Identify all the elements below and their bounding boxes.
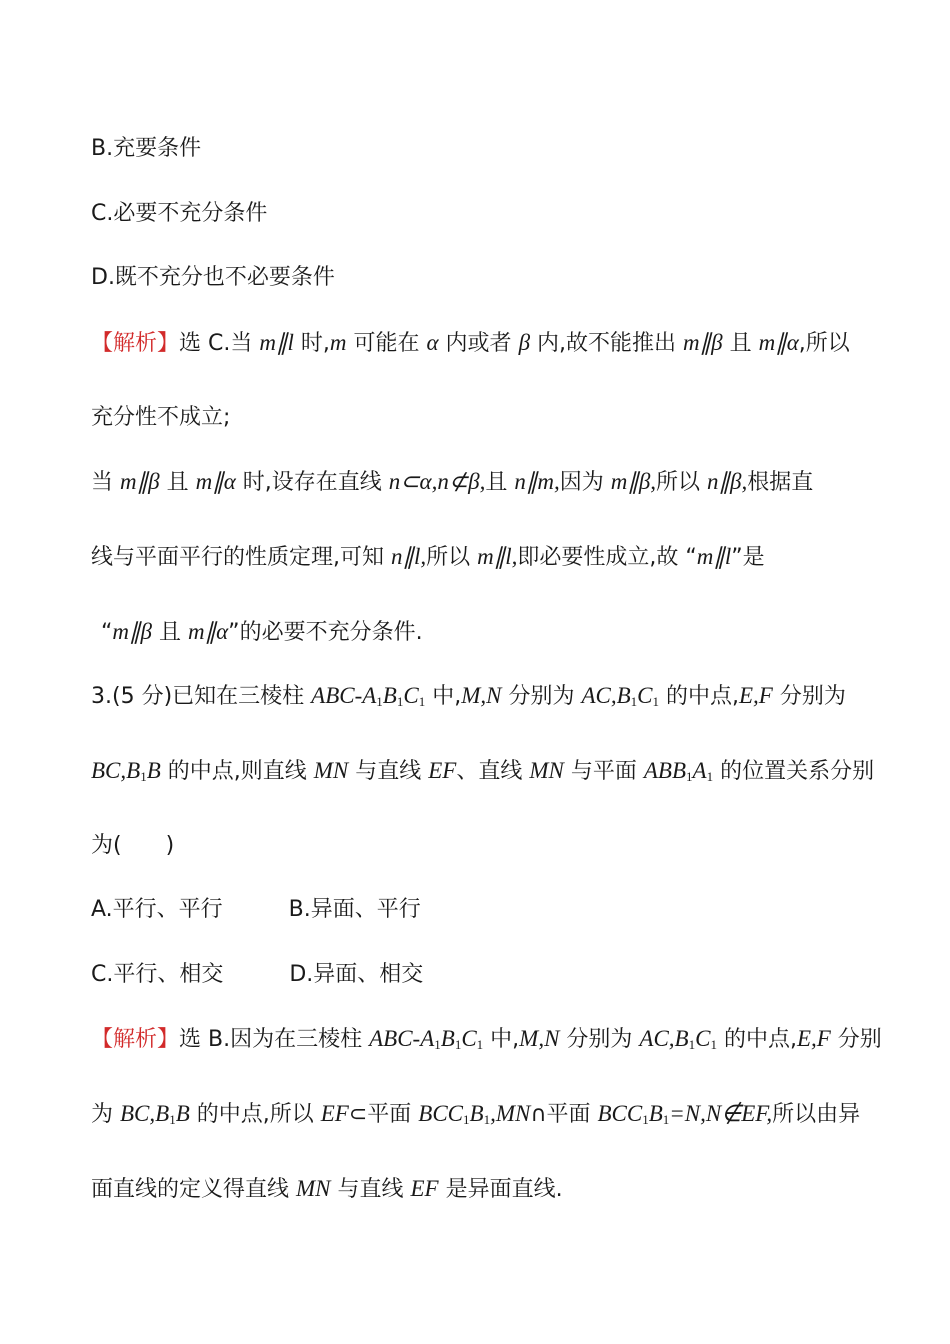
subscript: 1 (169, 1112, 176, 1127)
text: 的中点,则直线 (160, 759, 314, 784)
math: M,N (461, 683, 502, 708)
text: 为 (91, 1102, 120, 1127)
math: ABC-A (369, 1026, 435, 1051)
option-a: A.平行、平行 (91, 897, 223, 922)
q2-analysis-line-3 (91, 467, 890, 498)
math: B (648, 1101, 663, 1126)
math: E,F (796, 1026, 831, 1051)
math: n⊂α,n⊄β, (388, 469, 486, 494)
text: 分别 (830, 1027, 882, 1052)
text: 与平面 (563, 759, 644, 784)
math: m∥α (758, 330, 799, 355)
option-d: D.既不充分也不必要条件 (91, 265, 335, 290)
math: M,N (519, 1026, 560, 1051)
math: MN (313, 758, 349, 783)
text: ”的必要不充分条件. (228, 620, 423, 645)
option-b: B.充要条件 (91, 136, 202, 161)
subscript: 1 (434, 1037, 441, 1052)
math: m∥l (696, 544, 732, 569)
text: 即必要性成立,故 “ (517, 545, 697, 570)
text: 中, (483, 1027, 520, 1052)
math: C (461, 1026, 477, 1051)
text: 的中点, (659, 684, 739, 709)
q3-options-row-1 (91, 895, 890, 925)
option-b: B.异面、平行 (288, 897, 421, 922)
analysis-tag: 【解析】 (91, 331, 180, 356)
math: MN (529, 758, 564, 783)
text: 与直线 (348, 759, 429, 784)
text: 分别为 (559, 1027, 640, 1052)
text: 选 C.当 (179, 331, 260, 356)
subscript: 1 (652, 694, 659, 709)
text: 所以由异 (772, 1102, 861, 1127)
text: 中, (425, 684, 462, 709)
subscript: 1 (140, 769, 147, 784)
math: MN (296, 1176, 331, 1201)
math: m∥α (195, 469, 236, 494)
math: m∥β, (610, 469, 657, 494)
math: α (426, 330, 439, 355)
math: BCC (597, 1101, 643, 1126)
text: 与直线 (330, 1177, 411, 1202)
text: 且 (151, 620, 188, 645)
q2-analysis-line-1 (91, 328, 890, 359)
math: AC,B (639, 1026, 689, 1051)
text: ”是 (731, 545, 765, 570)
text: 的中点, (716, 1027, 797, 1052)
text: 分别为 (501, 684, 582, 709)
math: m∥α (187, 619, 229, 644)
text: 内或者 (438, 331, 519, 356)
math: m∥β (112, 619, 152, 644)
math: BC,B (120, 1101, 170, 1126)
text: 所以 (426, 545, 478, 570)
math: BCC (418, 1101, 464, 1126)
analysis-tag: 【解析】 (91, 1027, 180, 1052)
text: 时, (293, 331, 330, 356)
math: B (382, 683, 397, 708)
text: 且 (159, 470, 196, 495)
text: 且 (485, 470, 515, 495)
text: 选 B.因为在三棱柱 (179, 1027, 370, 1052)
math: B (440, 1026, 455, 1051)
math: B (146, 758, 161, 783)
text: 线与平面平行的性质定理,可知 (91, 545, 391, 570)
text: 且 (722, 331, 759, 356)
option-c: C.必要不充分条件 (91, 201, 268, 226)
math: B (175, 1101, 190, 1126)
math: EF (428, 758, 457, 783)
text: 、直线 (456, 759, 530, 784)
q3-analysis-line-2 (91, 1099, 890, 1130)
option-d: D.异面、相交 (289, 962, 424, 987)
subscript: 1 (418, 694, 426, 709)
text: 时,设存在直线 (235, 470, 389, 495)
subscript: 1 (483, 1112, 491, 1127)
math: ABC-A (311, 683, 377, 708)
math: E,F (739, 683, 773, 708)
text: “ (101, 620, 113, 645)
subscript: 1 (688, 1037, 696, 1052)
math: n∥β, (707, 469, 748, 494)
q3-stem-line-1 (91, 681, 890, 712)
q3-stem-line-2 (91, 756, 890, 787)
math: m∥l, (477, 544, 518, 569)
math: m∥β (120, 469, 160, 494)
subscript: 1 (706, 769, 714, 784)
math: C (403, 683, 419, 708)
math: m∥l (259, 330, 294, 355)
subscript: 1 (454, 1037, 462, 1052)
text: 根据直 (747, 470, 814, 495)
subscript: 1 (630, 694, 638, 709)
text: 可能在 (346, 331, 427, 356)
text: ,所以 (798, 331, 850, 356)
math: AC,B (581, 683, 631, 708)
subscript: 1 (642, 1112, 649, 1127)
subscript: 1 (662, 1112, 670, 1127)
text: ∩平面 (530, 1102, 598, 1127)
math: BC,B (91, 758, 141, 783)
math: n∥m, (514, 469, 560, 494)
subscript: 1 (710, 1037, 717, 1052)
option-c: C.平行、相交 (91, 962, 224, 987)
text: 内,故不能推出 (530, 331, 684, 356)
math: β (518, 330, 531, 355)
text: 面直线的定义得直线 (91, 1177, 296, 1202)
text: 当 (91, 470, 120, 495)
q3-stem-line-3: 为( ) (91, 833, 175, 858)
math: =N,N∉EF, (669, 1101, 773, 1126)
math: EF (320, 1101, 349, 1126)
math: n∥l, (391, 544, 427, 569)
math: ,MN (490, 1101, 531, 1126)
text: 3.(5 分)已知在三棱柱 (91, 684, 312, 709)
subscript: 1 (476, 1037, 484, 1052)
subscript: 1 (376, 694, 383, 709)
text: 分别为 (772, 684, 846, 709)
math: C (695, 1026, 711, 1051)
q3-analysis-line-3 (91, 1174, 890, 1205)
q2-analysis-line-2: 充分性不成立; (91, 405, 231, 430)
subscript: 1 (686, 769, 693, 784)
text: 因为 (559, 470, 611, 495)
subscript: 1 (396, 694, 404, 709)
math: B (469, 1101, 484, 1126)
subscript: 1 (463, 1112, 470, 1127)
text: 所以 (656, 470, 708, 495)
text: ⊂平面 (348, 1102, 419, 1127)
math: m∥β (683, 330, 723, 355)
math: A (692, 758, 707, 783)
q3-analysis-line-1 (91, 1024, 890, 1055)
text: 的中点,所以 (189, 1102, 321, 1127)
text: 的位置关系分别 (713, 759, 875, 784)
q2-analysis-line-5 (101, 617, 890, 648)
math: EF (410, 1176, 439, 1201)
math: C (637, 683, 653, 708)
q3-options-row-2 (91, 960, 890, 990)
math: ABB (643, 758, 687, 783)
math: m (329, 330, 347, 355)
text: 是异面直线. (438, 1177, 563, 1202)
q2-analysis-line-4 (91, 542, 890, 573)
